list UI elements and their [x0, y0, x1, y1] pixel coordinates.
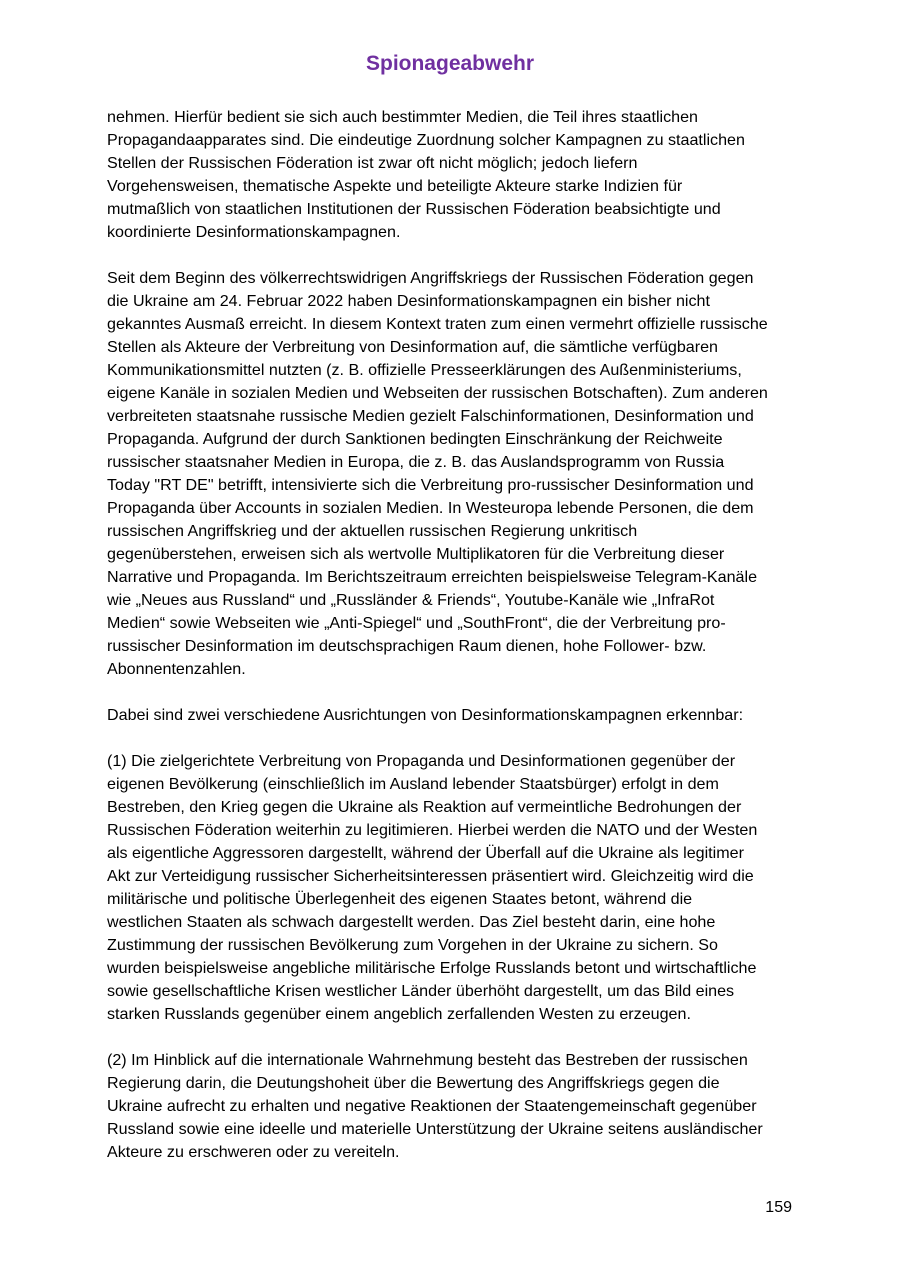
body-text	[107, 106, 797, 1187]
page-header-title: Spionageabwehr	[365, 52, 535, 75]
paragraph: Seit dem Beginn des völkerrechtswidrigen Angriffskriegs der Russischen Föderation gegen die Ukraine am 24. Februar 2022 haben Desinformationskampagnen ein bisher nicht gekanntes Ausmaß erreicht. In diesem Kontext traten zum einen vermehrt offizielle russische Stellen als Akteure der Verbreitung von Desinformation auf, die sämtliche verfügbaren Kommunikationsmittel nutzten (z. B. offizielle Presseerklärungen des Außenministeriums, eigene Kanäle in sozialen Medien und Webseiten der russischen Botschaften). Zum anderen verbreiteten staatsnahe russische Medien gezielt Falschinformationen, Desinformation und Propaganda. Aufgrund der durch Sanktionen bedingten Einschränkung der Reichweite russischer staatsnaher Medien in Europa, die z. B. das Auslandsprogramm von Russia Today "RT DE" betrifft, intensivierte sich die Verbreitung pro-russischer Desinformation und Propaganda über Accounts in sozialen Medien. In Westeuropa lebende Personen, die dem russischen Angriffskrieg und der aktuellen russischen Regierung unkritisch gegenüberstehen, erweisen sich als wertvolle Multiplikatoren für die Verbreitung dieser Narrative und Propaganda. Im Berichtszeitraum erreichten beispielsweise Telegram-Kanäle wie „Neues aus Russland“ und „Russländer & Friends“, Youtube-Kanäle wie „InfraRot Medien“ sowie Webseiten wie „Anti-Spiegel“ und „SouthFront“, die der Verbreitung pro- russischer Desinformation im deutschsprachigen Raum dienen, hohe Follower- bzw. Abonnentenzahlen.	[107, 269, 768, 678]
paragraph: nehmen. Hierfür bedient sie sich auch bestimmter Medien, die Teil ihres staatlichen Propagandaapparates sind. Die eindeutige Zuordnung solcher Kampagnen zu staatlichen Stellen der Russischen Föderation ist zwar oft nicht möglich; jedoch liefern Vorgehensweisen, thematische Aspekte und beteiligte Akteure starke Indizien für mutmaßlich von staatlichen Institutionen der Russischen Föderation beabsichtigte und koordinierte Desinformationskampagnen.	[107, 108, 745, 241]
paragraph: Dabei sind zwei verschiedene Ausrichtungen von Desinformationskampagnen erkennbar:	[107, 706, 744, 724]
paragraph: (1) Die zielgerichtete Verbreitung von Propaganda und Desinformationen gegenüber der eigenen Bevölkerung (einschließlich im Ausland lebender Staatsbürger) erfolgt in dem Bestreben, den Krieg gegen die Ukraine als Reaktion auf vermeintliche Bedrohungen der Russischen Föderation weiterhin zu legitimieren. Hierbei werden die NATO und der Westen als eigentliche Aggressoren dargestellt, während der Überfall auf die Ukraine als legitimer Akt zur Verteidigung russischer Sicherheitsinteressen präsentiert wird. Gleichzeitig wird die militärische und politische Überlegenheit des eigenen Staates betont, während die westlichen Staaten als schwach dargestellt werden. Das Ziel besteht darin, eine hohe Zustimmung der russischen Bevölkerung zum Vorgehen in der Ukraine zu sichern. So wurden beispielsweise angebliche militärische Erfolge Russlands betont und wirtschaftliche sowie gesellschaftliche Krisen westlicher Länder überhöht dargestellt, um das Bild eines starken Russlands gegenüber einem angeblich zerfallenden Westen zu erzeugen.	[107, 752, 758, 1023]
paragraph: (2) Im Hinblick auf die internationale Wahrnehmung besteht das Bestreben der russischen Regierung darin, die Deutungshoheit über die Bewertung des Angriffskriegs gegen die Ukraine aufrecht zu erhalten und negative Reaktionen der Staatengemeinschaft gegenüber Russland sowie eine ideelle und materielle Unterstützung der Ukraine seitens ausländischer Akteure zu erschweren oder zu vereiteln.	[107, 1051, 763, 1161]
page-number: 159	[765, 1199, 792, 1216]
